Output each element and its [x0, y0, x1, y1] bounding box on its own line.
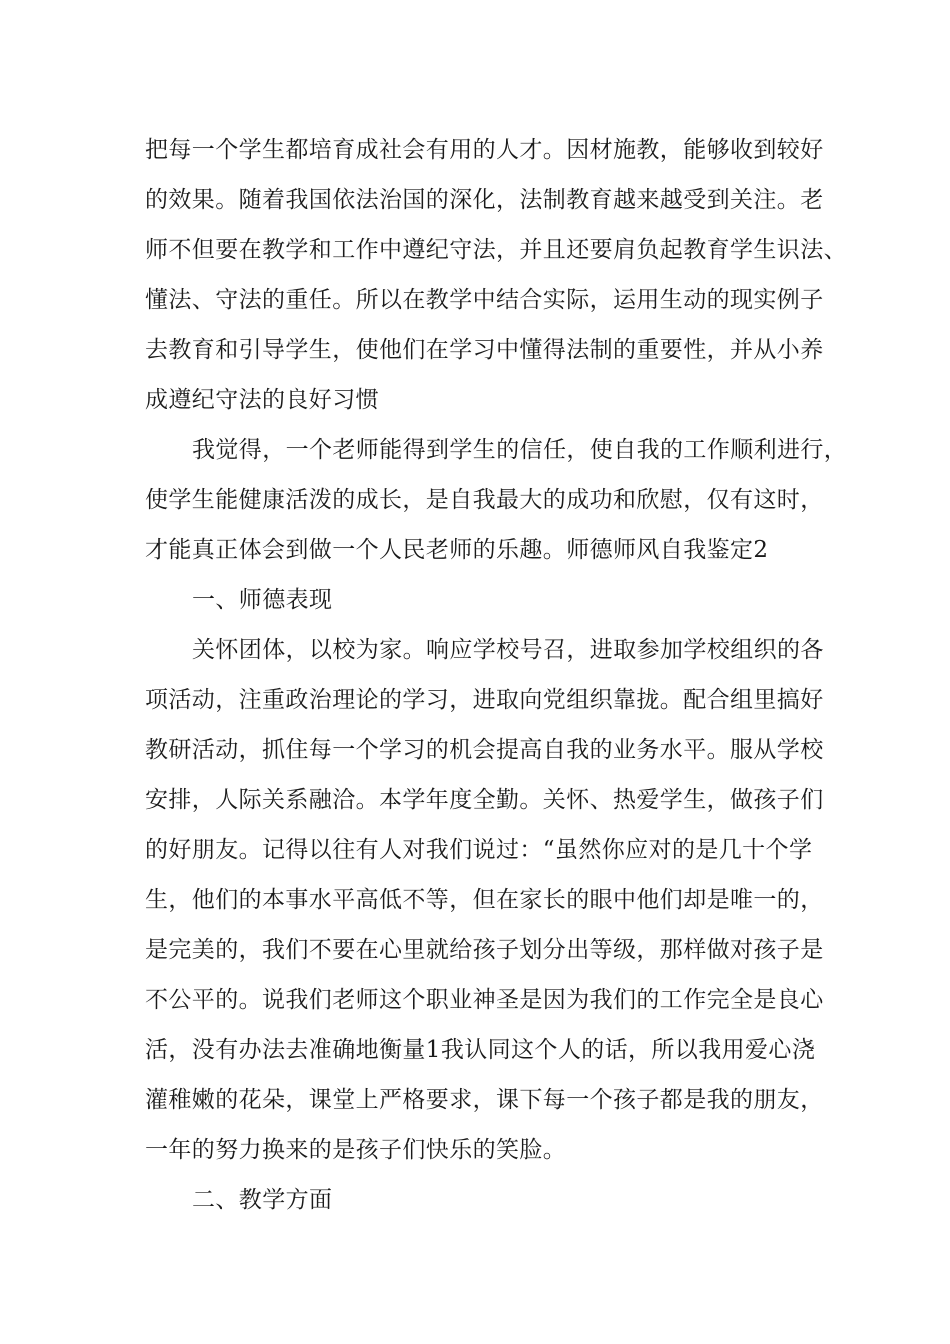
text-line: 是完美的，我们不要在心里就给孩子划分出等级，那样做对孩子是 — [145, 937, 824, 963]
text-line: 灌稚嫩的花朵，课堂上严格要求，课下每一个孩子都是我的朋友， — [145, 1087, 824, 1113]
section-heading: 一、师德表现 — [192, 587, 333, 613]
text-line: 师不但要在教学和工作中遵纪守法，并且还要肩负起教育学生识法、 — [145, 237, 847, 263]
text-line: 生，他们的本事水平高低不等，但在家长的眼中他们却是唯一的， — [145, 887, 824, 913]
text-line: 把每一个学生都培育成社会有用的人才。因材施教，能够收到较好 — [145, 137, 824, 163]
text-line: 使学生能健康活泼的成长，是自我最大的成功和欣慰，仅有这时， — [145, 487, 824, 513]
text-line: 我觉得，一个老师能得到学生的信任，使自我的工作顺利进行， — [192, 437, 848, 463]
text-line: 活，没有办法去准确地衡量1我认同这个人的话，所以我用爱心浇 — [145, 1037, 816, 1063]
text-line: 教研活动，抓住每一个学习的机会提高自我的业务水平。服从学校 — [145, 737, 824, 763]
text-line: 成遵纪守法的良好习惯 — [145, 387, 379, 413]
text-line: 懂法、守法的重任。所以在教学中结合实际，运用生动的现实例子 — [145, 287, 824, 313]
text-line: 关怀团体，以校为家。响应学校号召，进取参加学校组织的各 — [192, 637, 824, 663]
text-line: 一年的努力换来的是孩子们快乐的笑脸。 — [145, 1137, 567, 1163]
text-line: 才能真正体会到做一个人民老师的乐趣。师德师风自我鉴定2 — [145, 537, 769, 563]
text-line: 安排，人际关系融洽。本学年度全勤。关怀、热爱学生，做孩子们 — [145, 787, 824, 813]
text-line: 不公平的。说我们老师这个职业神圣是因为我们的工作完全是良心 — [145, 987, 824, 1013]
section-heading: 二、教学方面 — [192, 1187, 333, 1213]
text-line: 的效果。随着我国依法治国的深化，法制教育越来越受到关注。老 — [145, 187, 824, 213]
text-line: 去教育和引导学生，使他们在学习中懂得法制的重要性，并从小养 — [145, 337, 824, 363]
text-line: 项活动，注重政治理论的学习，进取向党组织靠拢。配合组里搞好 — [145, 687, 824, 713]
text-line: 的好朋友。记得以往有人对我们说过：“虽然你应对的是几十个学 — [145, 837, 813, 863]
